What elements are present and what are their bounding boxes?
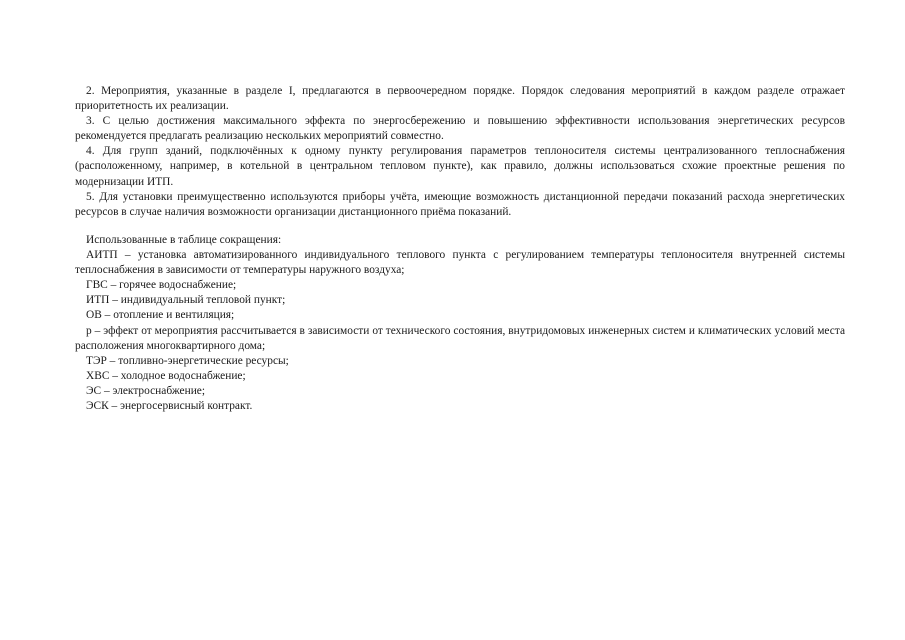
abbreviation-ov: ОВ – отопление и вентиляция; [86, 309, 235, 322]
abbreviations-heading: Использованные в таблице сокращения: [86, 234, 282, 246]
note-paragraph-2: 2. Мероприятия, указанные в разделе I, предлагаются в первоочередном порядке. Порядок следования мероприятий в каждом разделе отражает приоритетность их реализации. [75, 85, 845, 113]
abbreviation-hvs: ХВС – холодное водоснабжение; [86, 369, 246, 382]
note-paragraph-3: 3. С целью достижения максимального эффекта по энергосбережению и повышению эффективности использования энергетических ресурсов рекомендуется предлагать реализацию нескольких мероприятий совместно. [75, 115, 845, 143]
abbreviations-section [75, 233, 845, 414]
abbreviation-aitp: АИТП – установка автоматизированного индивидуального теплового пункта с регулированием температуры теплоносителя внутренней системы теплоснабжения в зависимости от температуры наружного воздуха; [75, 249, 845, 277]
note-paragraph-5: 5. Для установки преимущественно используются приборы учёта, имеющие возможность дистанционной передачи показаний расхода энергетических ресурсов в случае наличия возможности организации дистанционного приёма показаний. [75, 190, 845, 218]
abbreviation-ter: ТЭР – топливно-энергетические ресурсы; [86, 354, 289, 367]
abbreviation-esk: ЭСК – энергосервисный контракт. [86, 400, 253, 413]
abbreviation-itp: ИТП – индивидуальный тепловой пункт; [86, 294, 286, 307]
abbreviation-gvs: ГВС – горячее водоснабжение; [86, 279, 237, 292]
note-paragraph-4: 4. Для групп зданий, подключённых к одному пункту регулирования параметров теплоносителя системы централизованного теплоснабжения (расположенному, например, в котельной в центральном тепловом пункте), как правило, должны использоваться схожие проектные решения по модернизации ИТП. [75, 145, 845, 188]
abbreviation-r: р – эффект от мероприятия рассчитывается в зависимости от технического состояния, внутридомовых инженерных систем и климатических условий места расположения многоквартирного дома; [75, 324, 845, 352]
abbreviation-es: ЭС – электроснабжение; [86, 384, 206, 397]
notes-section [75, 84, 845, 220]
